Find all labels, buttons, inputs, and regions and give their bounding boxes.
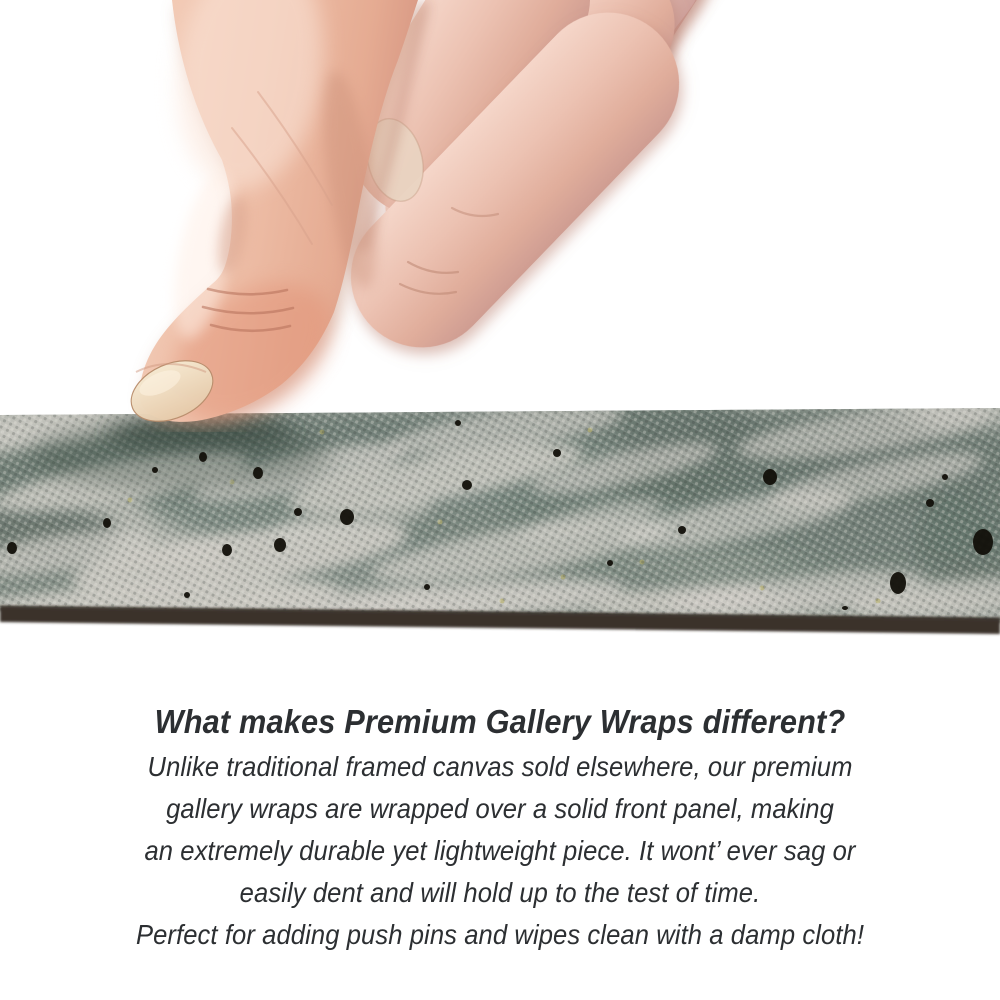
copy-line: gallery wraps are wrapped over a solid front panel, making [166, 793, 834, 824]
copy-heading: What makes Premium Gallery Wraps different? [154, 703, 846, 740]
copy-line: Unlike traditional framed canvas sold elsewhere, our premium [147, 751, 853, 782]
canvas-strip-photo [0, 395, 1000, 645]
copy-line: Perfect for adding push pins and wipes clean with a damp cloth! [135, 919, 865, 950]
copy-line: an extremely durable yet lightweight piece. It wont’ ever sag or [144, 835, 856, 866]
marketing-copy [35, 698, 965, 956]
palm-and-thumb [122, 0, 418, 432]
copy-line: easily dent and will hold up to the test of time. [239, 877, 761, 908]
hand-photo [0, 0, 1000, 432]
